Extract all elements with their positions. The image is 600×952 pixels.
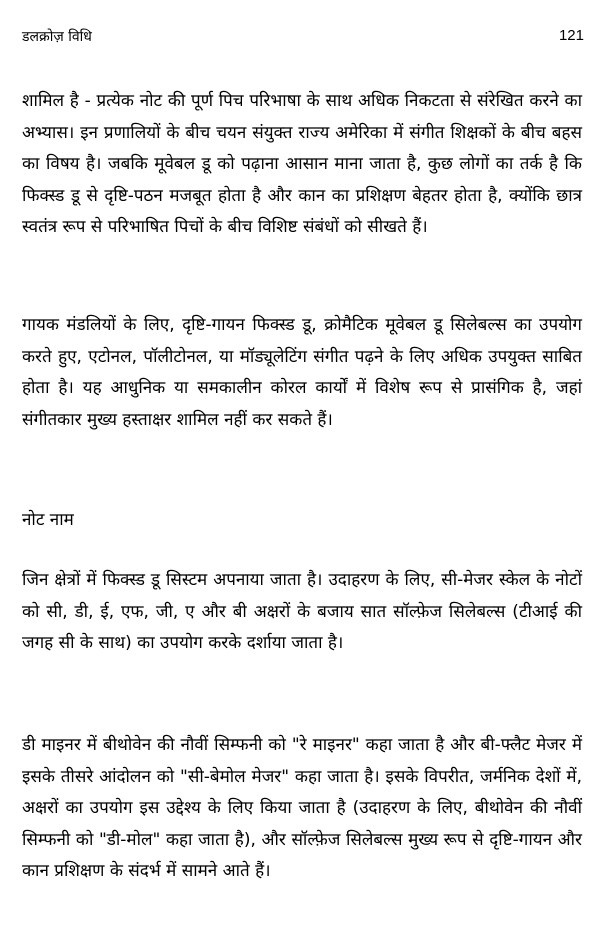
body-paragraph-2: गायक मंडलियों के लिए, दृष्टि-गायन फिक्स्ड डू, क्रोमैटिक मूवेबल डू सिलेबल्स का उपयोग करते हुए, एटोनल, पॉलीटोनल, या मॉड्यूलेटिंग संगीत पढ़ने के लिए अधिक उपयुक्त साबित होता है। यह आधुनिक या समकालीन कोरल कार्यों में विशेष रूप से प्रासंगिक है, जहां संगीतकार मुख्य हस्ताक्षर शामिल नहीं कर सकते हैं। xyxy=(22,315,582,430)
body-paragraph-4: डी माइनर में बीथोवेन की नौवीं सिम्फनी को "रे माइनर" कहा जाता है और बी-फ्लैट मेजर में इसके तीसरे आंदोलन को "सी-बेमोल मेजर" कहा जाता है। इसके विपरीत, जर्मनिक देशों में, अक्षरों का उपयोग इस उद्देश्य के लिए किया जाता है (उदाहरण के लिए, बीथोवेन की नौवीं सिम्फनी को "डी-मोल" कहा जाता है), और सॉल्फ़ेज सिलेबल्स मुख्य रूप से दृष्टि-गायन और कान प्रशिक्षण के संदर्भ में सामने आते हैं। xyxy=(22,735,582,881)
page-number: 121 xyxy=(558,27,584,44)
body-paragraph-3: जिन क्षेत्रों में फिक्स्ड डू सिस्टम अपनाया जाता है। उदाहरण के लिए, सी-मेजर स्केल के नोटों को सी, डी, ई, एफ, जी, ए और बी अक्षरों के बजाय सात सॉल्फ़ेज सिलेबल्स (टीआई की जगह सी के साथ) का उपयोग करके दर्शाया जाता है। xyxy=(22,570,582,653)
section-heading: नोट नाम xyxy=(22,510,74,530)
running-header-title: डलक्रोज़ विधि xyxy=(22,29,92,45)
body-paragraph-1: शामिल है - प्रत्येक नोट की पूर्ण पिच परिभाषा के साथ अधिक निकटता से संरेखित करने का अभ्यास। इन प्रणालियों के बीच चयन संयुक्त राज्य अमेरिका में संगीत शिक्षकों के बीच बहस का विषय है। जबकि मूवेबल डू को पढ़ाना आसान माना जाता है, कुछ लोगों का तर्क है कि फिक्स्ड डू से दृष्टि-पठन मजबूत होता है और कान का प्रशिक्षण बेहतर होता है, क्योंकि छात्र स्वतंत्र रूप से परिभाषित पिचों के बीच विशिष्ट संबंधों को सीखते हैं। xyxy=(22,91,582,237)
